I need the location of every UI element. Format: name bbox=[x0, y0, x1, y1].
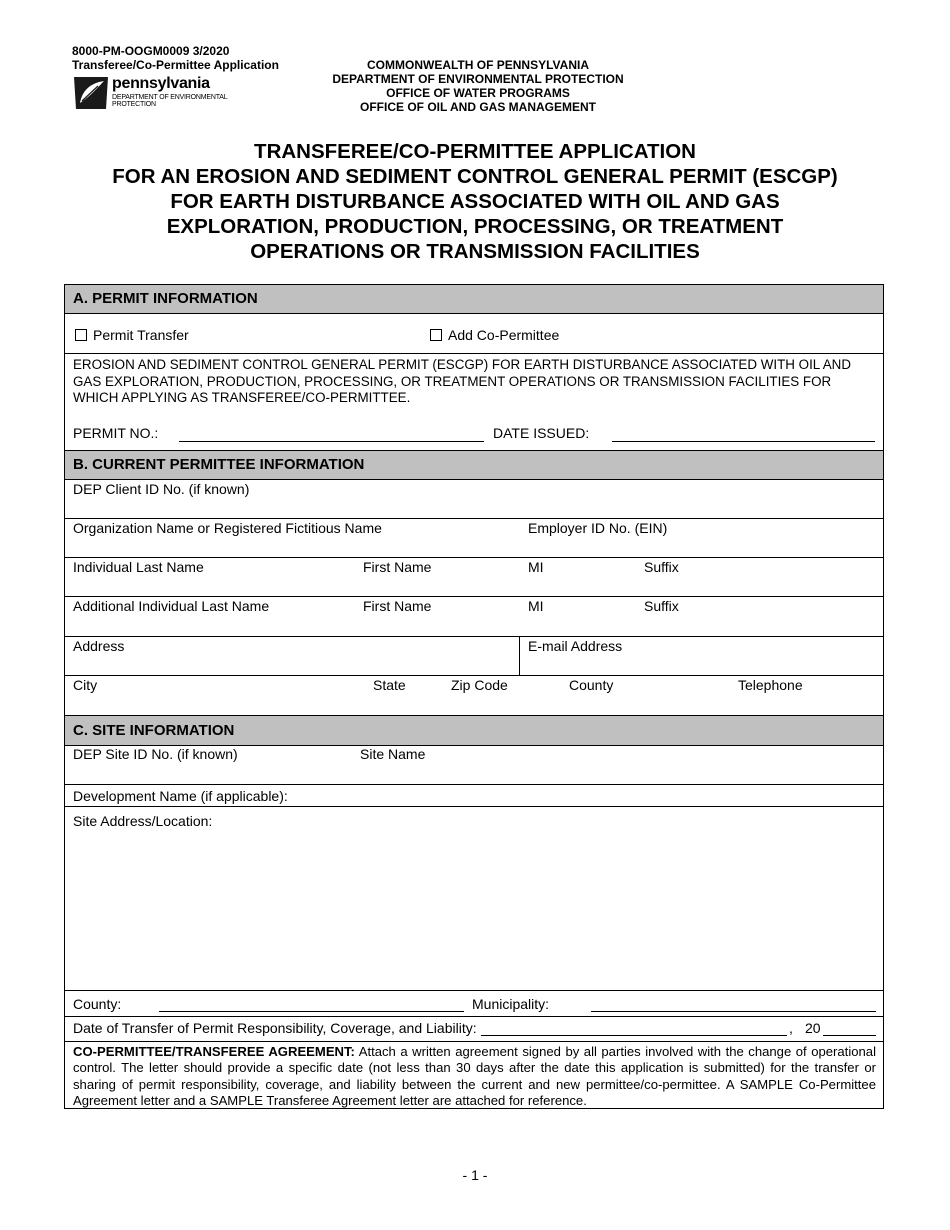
zip-code-label: Zip Code bbox=[451, 677, 508, 693]
title-line: OPERATIONS OR TRANSMISSION FACILITIES bbox=[250, 240, 700, 263]
development-name-label: Development Name (if applicable): bbox=[73, 788, 288, 804]
agency-line: DEPARTMENT OF ENVIRONMENTAL PROTECTION bbox=[332, 72, 624, 86]
logo-subtitle-line1: DEPARTMENT OF ENVIRONMENTAL bbox=[112, 94, 228, 101]
county-label: County bbox=[569, 677, 614, 693]
divider bbox=[65, 675, 883, 676]
agreement-paragraph bbox=[73, 1044, 876, 1110]
org-name-label: Organization Name or Registered Fictitious Name bbox=[73, 520, 382, 536]
agency-block bbox=[300, 58, 656, 114]
additional-last-name-label: Additional Individual Last Name bbox=[73, 598, 270, 614]
permit-transfer-label: Permit Transfer bbox=[93, 327, 189, 343]
add-copermittee-label: Add Co-Permittee bbox=[448, 327, 560, 343]
divider bbox=[65, 784, 883, 785]
first-name-label: First Name bbox=[363, 559, 432, 575]
additional-first-name-label: First Name bbox=[363, 598, 432, 614]
last-name-label: Individual Last Name bbox=[73, 559, 204, 575]
agreement-text: Attach a written agreement signed by all parties involved with the change of operational control. The letter should provide a specific date (not less than 30 days after the date this application is submitted) for the transfer or sharing of permit responsibility, coverage, and liability between the current and new permittee/co-permittee. A SAMPLE Co-Permittee Agreement letter and a SAMPLE Transferee Agreement letter are attached for reference. bbox=[73, 1044, 876, 1109]
additional-suffix-label: Suffix bbox=[644, 598, 679, 614]
logo-subtitle bbox=[112, 94, 227, 108]
city-label: City bbox=[73, 677, 98, 693]
agency-line: COMMONWEALTH OF PENNSYLVANIA bbox=[367, 58, 589, 72]
divider bbox=[65, 596, 883, 597]
column-divider bbox=[519, 636, 520, 675]
form-name: Transferee/Co-Permittee Application bbox=[72, 58, 279, 72]
agreement-heading: CO-PERMITTEE/TRANSFEREE AGREEMENT: bbox=[73, 1044, 355, 1059]
form-id-block bbox=[72, 44, 279, 72]
permit-no-label: PERMIT NO.: bbox=[73, 425, 159, 441]
divider bbox=[65, 990, 883, 991]
divider bbox=[65, 1016, 883, 1017]
application-form bbox=[64, 284, 884, 1109]
agency-line: OFFICE OF WATER PROGRAMS bbox=[386, 86, 570, 100]
section-a-header bbox=[65, 285, 883, 314]
date-issued-label: DATE ISSUED: bbox=[493, 425, 590, 441]
keystone-leaf-icon bbox=[72, 73, 110, 111]
add-copermittee-checkbox[interactable] bbox=[430, 329, 442, 341]
agency-line: OFFICE OF OIL AND GAS MANAGEMENT bbox=[360, 100, 596, 114]
date-issued-field[interactable] bbox=[612, 441, 875, 442]
site-id-label: DEP Site ID No. (if known) bbox=[73, 746, 238, 762]
year-prefix: 20 bbox=[805, 1020, 821, 1036]
state-label: State bbox=[373, 677, 406, 693]
ein-label: Employer ID No. (EIN) bbox=[528, 520, 668, 536]
additional-mi-label: MI bbox=[528, 598, 544, 614]
client-id-label: DEP Client ID No. (if known) bbox=[73, 481, 250, 497]
section-c-header bbox=[65, 715, 883, 746]
divider bbox=[65, 806, 883, 807]
logo-wordmark: pennsylvania bbox=[112, 75, 210, 92]
divider bbox=[65, 1041, 883, 1042]
section-c-title: C. SITE INFORMATION bbox=[73, 722, 235, 739]
title-line: FOR AN EROSION AND SEDIMENT CONTROL GENERAL PERMIT (ESCGP) bbox=[112, 165, 838, 188]
divider bbox=[65, 557, 883, 558]
telephone-label: Telephone bbox=[738, 677, 803, 693]
site-name-label: Site Name bbox=[360, 746, 426, 762]
title-line: TRANSFEREE/CO-PERMITTEE APPLICATION bbox=[254, 140, 696, 163]
form-number: 8000-PM-OOGM0009 3/2020 bbox=[72, 44, 230, 58]
document-title bbox=[40, 139, 910, 264]
municipality-label: Municipality: bbox=[472, 996, 550, 1012]
section-b-header bbox=[65, 450, 883, 480]
page-number: - 1 - bbox=[462, 1167, 488, 1183]
site-county-field[interactable] bbox=[159, 1011, 464, 1012]
suffix-label: Suffix bbox=[644, 559, 679, 575]
divider bbox=[65, 636, 883, 637]
transfer-year-field[interactable] bbox=[823, 1035, 876, 1036]
date-comma: , bbox=[789, 1020, 793, 1036]
divider bbox=[65, 518, 883, 519]
divider bbox=[65, 353, 883, 354]
section-a-title: A. PERMIT INFORMATION bbox=[73, 290, 258, 307]
permit-no-field[interactable] bbox=[179, 441, 484, 442]
transfer-date-label: Date of Transfer of Permit Responsibility, Coverage, and Liability: bbox=[73, 1020, 477, 1036]
permit-description: EROSION AND SEDIMENT CONTROL GENERAL PERMIT (ESCGP) FOR EARTH DISTURBANCE ASSOCIATED WITH OIL AND GAS EXPLORATION, PRODUCTION, PROCESSING, OR TREATMENT OPERATIONS OR TRANSMISSION FACILITIES FOR WHICH APPLYING AS TRANSFEREE/CO-PERMITTEE. bbox=[73, 357, 852, 405]
mi-label: MI bbox=[528, 559, 544, 575]
logo-subtitle-line2: PROTECTION bbox=[112, 101, 156, 108]
title-line: EXPLORATION, PRODUCTION, PROCESSING, OR TREATMENT bbox=[166, 215, 784, 238]
address-label: Address bbox=[73, 638, 125, 654]
permit-transfer-checkbox[interactable] bbox=[75, 329, 87, 341]
dep-logo bbox=[72, 73, 242, 113]
transfer-date-field[interactable] bbox=[481, 1035, 787, 1036]
municipality-field[interactable] bbox=[591, 1011, 876, 1012]
title-line: FOR EARTH DISTURBANCE ASSOCIATED WITH OIL AND GAS bbox=[170, 190, 780, 213]
section-b-title: B. CURRENT PERMITTEE INFORMATION bbox=[73, 456, 365, 473]
site-address-label: Site Address/Location: bbox=[73, 813, 213, 829]
site-county-label: County: bbox=[73, 996, 122, 1012]
email-label: E-mail Address bbox=[528, 638, 623, 654]
